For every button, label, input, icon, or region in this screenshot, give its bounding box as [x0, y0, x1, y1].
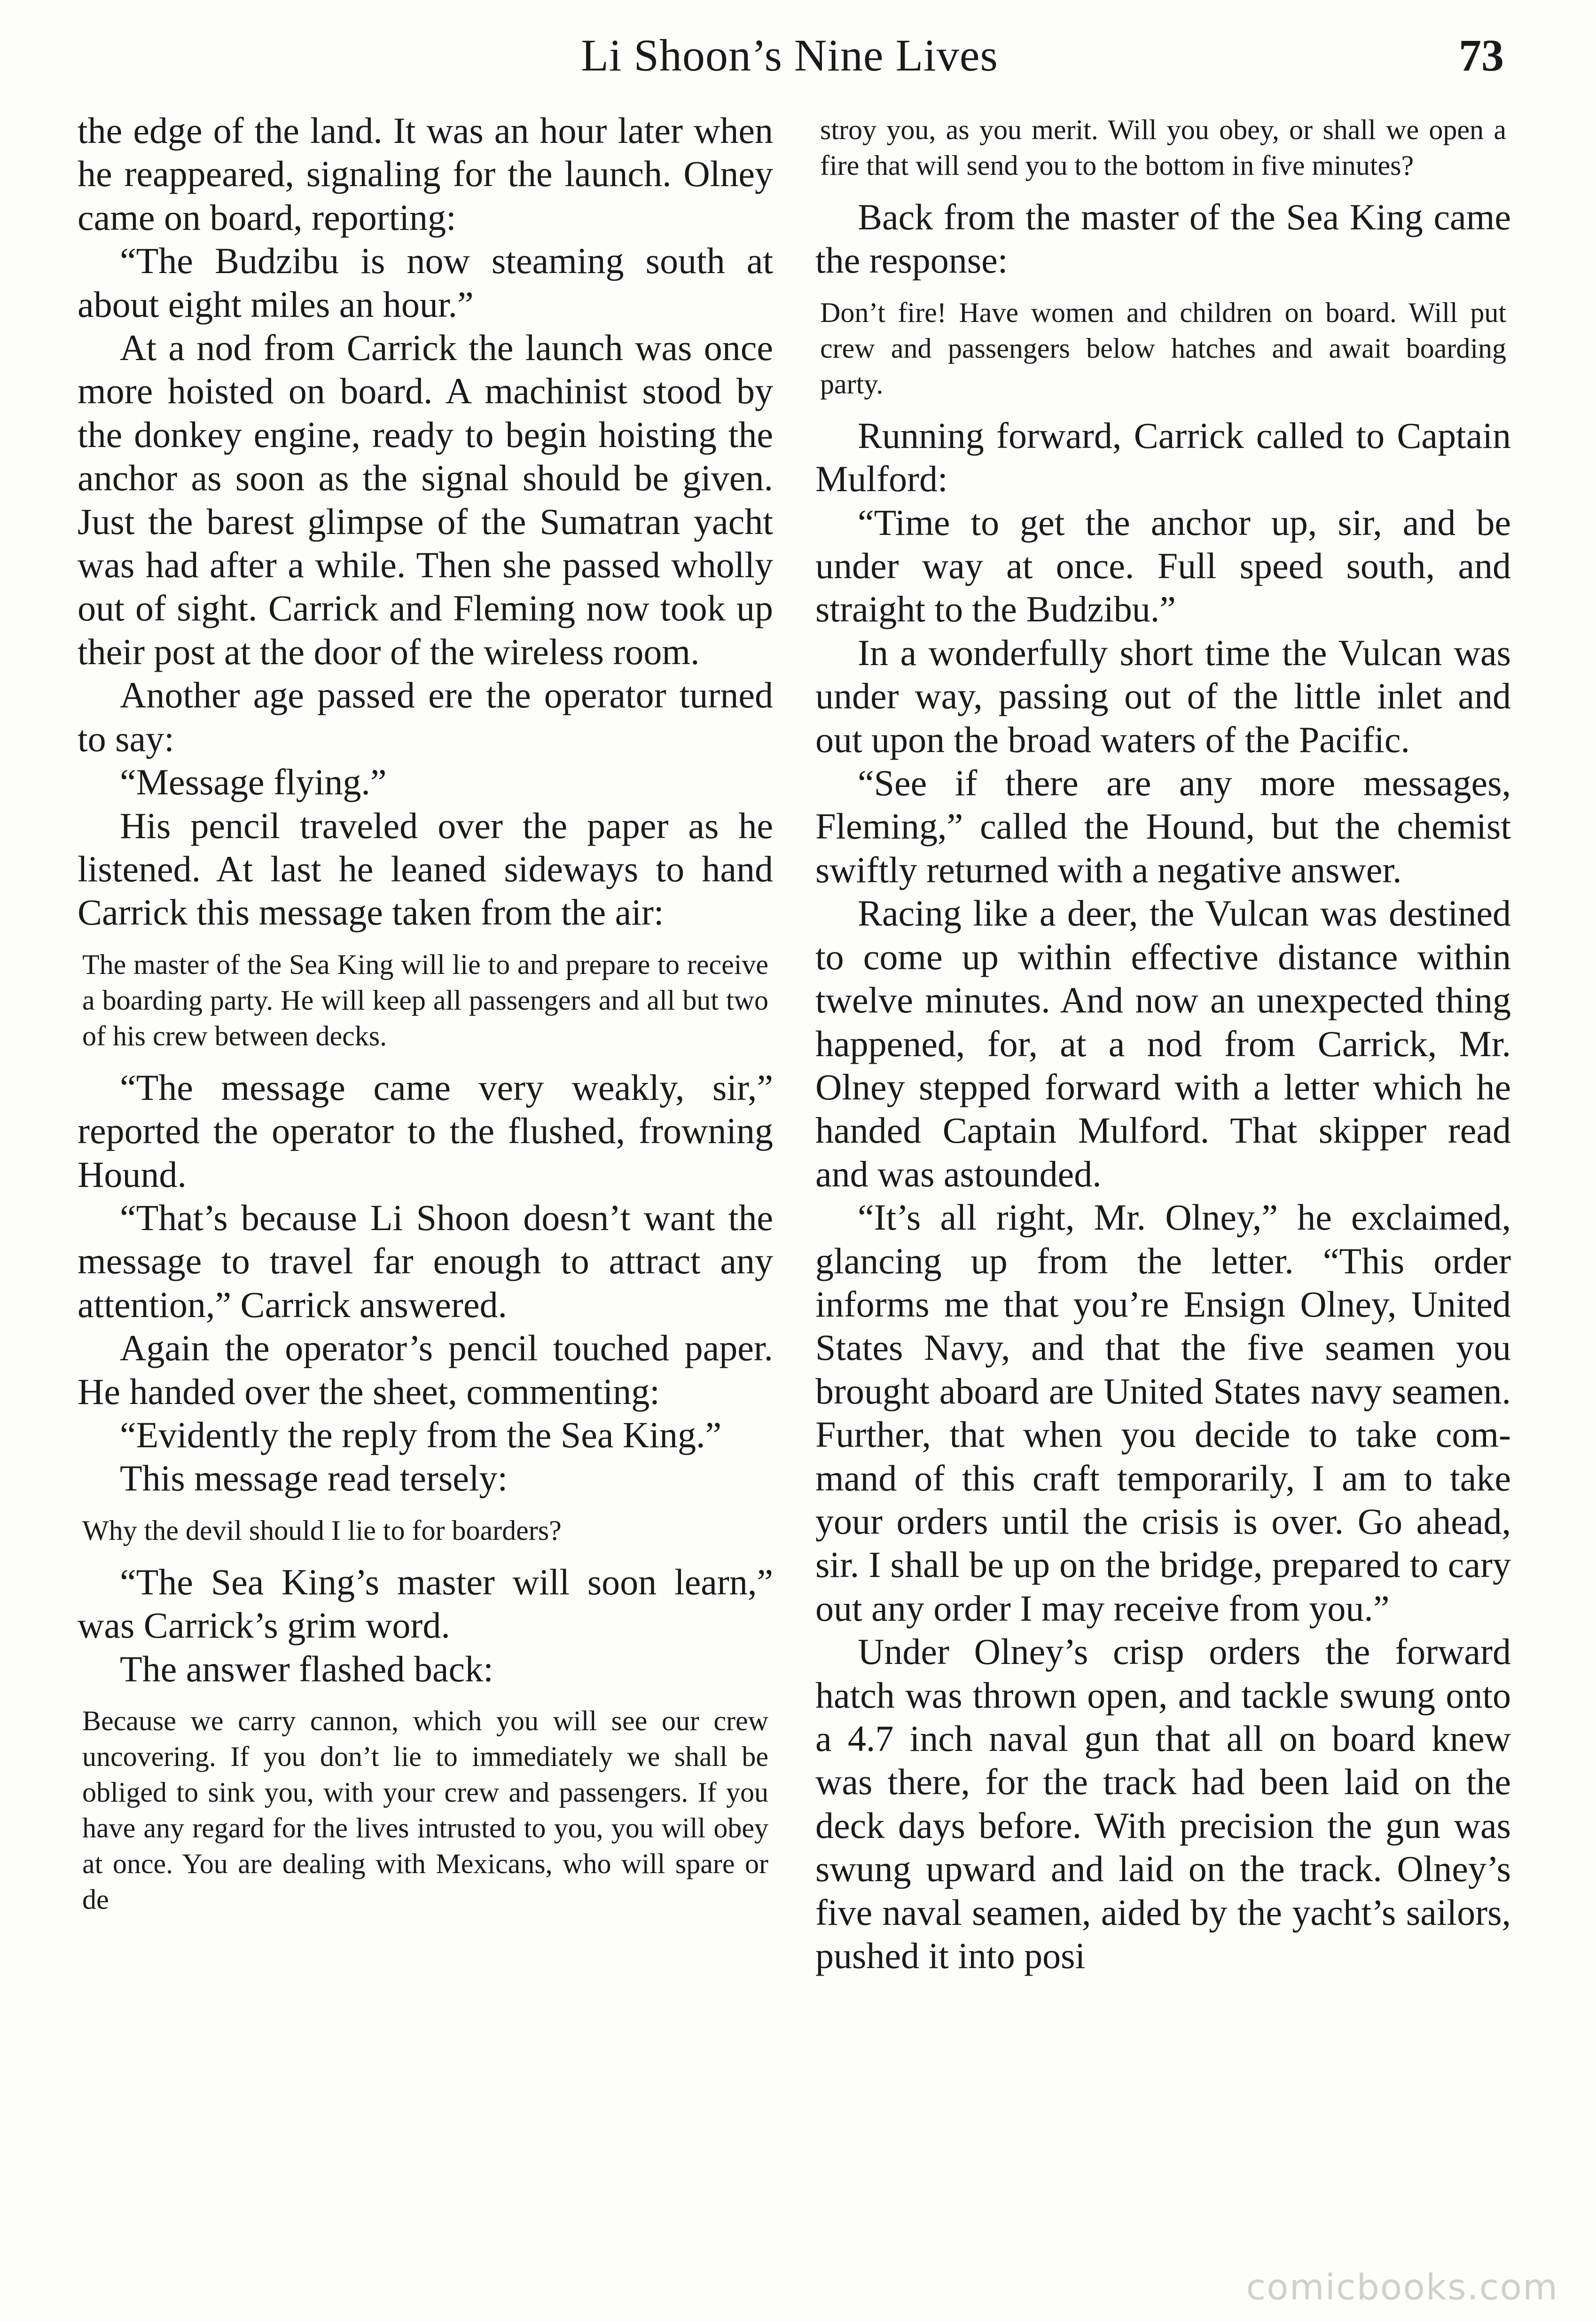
left-column	[78, 109, 773, 2285]
paragraph: “The Sea King’s master will soon learn,” was Carrick’s grim word.	[78, 1561, 773, 1646]
paragraph: Running forward, Carrick called to Captain Mulford:	[815, 415, 1511, 500]
paragraph: “The Budzibu is now steaming south at about eight miles an hour.”	[78, 240, 773, 325]
wireless-message: The master of the Sea King will lie to and prepare to receive a boarding party. He will keep all passengers and all but two of his crew between decks.	[82, 949, 768, 1051]
wireless-message-continued: stroy you, as you merit. Will you obey, or shall we open a fire that will send you to the bottom in five minutes?	[820, 114, 1506, 181]
paragraph: “It’s all right, Mr. Olney,” he exclaimed, glancing up from the letter. “This order informs me that you’re Ensign Olney, United States Navy, and that the five seamen you brought aboard are United States navy seamen. Further, that when you decide to take command of this craft temporarily, I am to take your orders until the crisis is over. Go ahead, sir. I shall be up on the bridge, prepared to cary out any order I may receive from you.”	[815, 1197, 1511, 1629]
paragraph: “That’s because Li Shoon doesn’t want the message to travel far enough to attract any attention,” Carrick answered.	[78, 1197, 773, 1325]
paragraph: “Evidently the reply from the Sea King.”	[120, 1414, 722, 1455]
paragraph: Another age passed ere the operator turned to say:	[78, 675, 773, 759]
paragraph: The answer flashed back:	[120, 1648, 493, 1689]
running-title: Li Shoon’s Nine Lives	[581, 30, 998, 80]
paragraph: Racing like a deer, the Vulcan was destined to come up within effective distance within twelve minutes. And now an unexpected thing happened, for, at a nod from Carrick, Mr. Olney stepped forward with a letter which he handed Captain Mulford. That skipper read and was astounded.	[815, 893, 1511, 1194]
paragraph: This message read tersely:	[120, 1458, 508, 1499]
right-column	[815, 109, 1511, 2285]
paragraph: At a nod from Carrick the launch was once more hoisted on board. A machinist stood by the donkey engine, ready to begin hoisting the anchor as soon as the signal should be given. Just the barest glimpse of the Sumatran yacht was had after a while. Then she passed wholly out of sight. Carrick and Fleming now took up their post at the door of the wireless room.	[78, 327, 773, 672]
paragraph: Back from the master of the Sea King came the response:	[815, 196, 1511, 281]
paragraph: His pencil traveled over the paper as he listened. At last he leaned sideways to hand Carrick this message taken from the air:	[78, 805, 773, 933]
paragraph: “Time to get the anchor up, sir, and be under way at once. Full speed south, and straight to the Budzibu.”	[815, 502, 1511, 630]
paragraph: In a wonderfully short time the Vulcan was under way, passing out of the little inlet and out upon the broad waters of the Pacific.	[815, 632, 1511, 760]
page-number: 73	[1459, 30, 1504, 80]
paragraph: “See if there are any more messages, Fleming,” called the Hound, but the chemist swiftly returned with a negative answer.	[815, 762, 1511, 890]
paragraph: the edge of the land. It was an hour later when he reappeared, signaling for the launch. Olney came on board, reporting:	[78, 110, 773, 238]
paragraph: “Message flying.”	[120, 761, 387, 803]
wireless-message: Don’t fire! Have women and children on board. Will put crew and passengers below hatches and await boarding party.	[820, 297, 1506, 400]
wireless-message: Why the devil should I lie to for boarders?	[82, 1514, 562, 1546]
watermark: comicbooks.com	[1246, 2266, 1558, 2308]
paragraph: Again the operator’s pencil touched paper. He handed over the sheet, commenting:	[78, 1327, 773, 1412]
paragraph: Under Olney’s crisp orders the forward hatch was thrown open, and tackle swung onto a 4.7 inch naval gun that all on board knew was there, for the track had been laid on the deck days before. With precision the gun was swung upward and laid on the track. Olney’s five naval seamen, aided by the yacht’s sailors, pushed it into posi	[815, 1631, 1511, 1977]
running-head	[75, 23, 1504, 93]
wireless-message: Because we carry cannon, which you will see our crew uncovering. If you don’t lie to immediately we shall be obliged to sink you, with your crew and passengers. If you have any regard for the lives intrusted to you, you will obey at once. You are dealing with Mexicans, who will spare or de	[82, 1705, 768, 1915]
paragraph: “The message came very weakly, sir,” reported the operator to the flushed, frowning Hound.	[78, 1067, 773, 1195]
